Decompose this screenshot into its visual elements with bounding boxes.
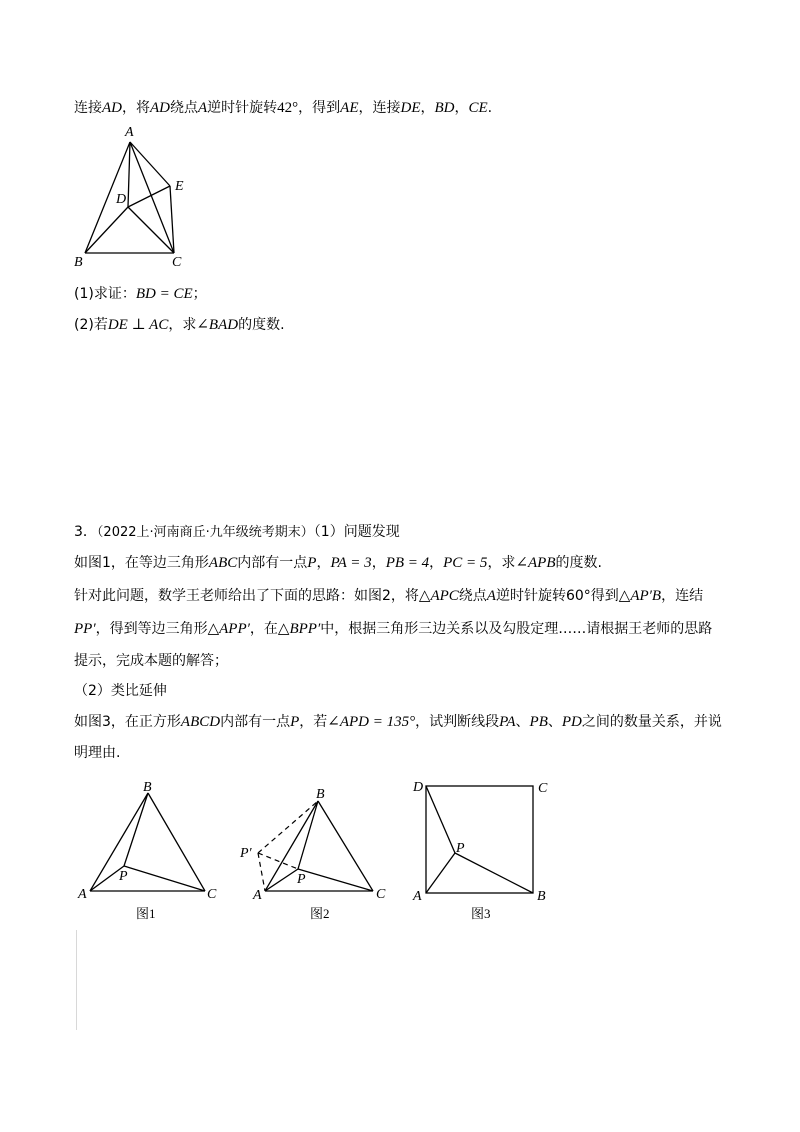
sep: ，: [420, 100, 435, 116]
figure-1: [77, 780, 217, 921]
sep: ，: [371, 555, 386, 571]
sep: ，: [454, 100, 469, 116]
math-a: A: [486, 588, 496, 604]
text: 中，根据三角形三边关系以及勾股定理……请根据王老师的思路: [320, 621, 713, 637]
caption: 图2: [310, 906, 330, 921]
math-ce: CE: [468, 100, 488, 116]
math-ae: AE: [340, 100, 359, 116]
label-b: B: [537, 889, 546, 904]
math-angle: ∠APD = 135°: [327, 714, 416, 730]
math-bd: BD: [434, 100, 455, 116]
math-p: P: [290, 714, 300, 730]
caption: 图1: [136, 906, 156, 921]
text: 的度数.: [555, 555, 602, 571]
text: ，求: [168, 317, 197, 333]
label-b: B: [74, 255, 83, 270]
label-p: P: [119, 869, 128, 884]
label-c: C: [538, 781, 548, 796]
sep: ，: [316, 555, 331, 571]
text: 连接: [74, 100, 102, 116]
problem-source: （2022上·河南商丘·九年级统考期末）: [96, 525, 314, 540]
text: ，求: [487, 555, 516, 571]
label-c: C: [376, 887, 386, 902]
sep: 、: [515, 714, 530, 730]
label-d: D: [116, 192, 127, 207]
text: ，将: [122, 100, 150, 116]
text: ，得到: [298, 100, 341, 116]
text: 如图3，在正方形: [74, 714, 181, 730]
label-b: B: [143, 780, 152, 795]
margin-rule: [76, 930, 77, 1030]
label-d: D: [413, 780, 424, 795]
math-expr: BD = CE: [135, 286, 193, 302]
math-triangle: △BPP′: [277, 621, 321, 637]
label-a: A: [253, 888, 262, 903]
caption: 图3: [471, 906, 491, 921]
math-apb: ∠APB: [515, 555, 556, 571]
math-ad: AD: [102, 100, 122, 116]
math-triangle: △AP′B: [618, 588, 662, 604]
label-a: A: [125, 125, 134, 140]
math-abc: ABC: [208, 555, 238, 571]
math-triangle: △APC: [418, 588, 459, 604]
text: 绕点: [170, 100, 198, 116]
label-p-prime: P′: [240, 846, 252, 861]
text: ，试判断线段: [415, 714, 500, 730]
math-abcd: ABCD: [180, 714, 221, 730]
label-p: P: [297, 872, 306, 887]
label-c: C: [172, 255, 182, 270]
problem3-line4: 提示，完成本题的解答；: [74, 653, 228, 669]
problem3-line6: 明理由.: [74, 745, 121, 761]
label-e: E: [175, 179, 184, 194]
math-pp: PP′: [74, 621, 96, 637]
text: ，得到等边三角形: [95, 621, 208, 637]
math-triangle: △APP′: [207, 621, 250, 637]
label-a: A: [413, 889, 422, 904]
math-pa: PA = 3: [330, 555, 372, 571]
text: 针对此问题，数学王老师给出了下面的思路：如图2，将: [74, 588, 419, 604]
text: ，连接: [358, 100, 401, 116]
math-de: DE: [400, 100, 421, 116]
text: 逆时针旋转60°得到: [495, 588, 619, 604]
problem-number: 3．: [74, 524, 97, 540]
text: 如图1，在等边三角形: [74, 555, 209, 571]
math-pd: PD: [561, 714, 582, 730]
label-a: A: [78, 887, 87, 902]
figure-2: [239, 787, 386, 921]
problem3-part2: （2）类比延伸: [74, 683, 167, 699]
math-expr: DE ⊥ AC: [107, 317, 169, 333]
label-b: B: [316, 787, 325, 802]
math-angle: ∠BAD: [196, 317, 239, 333]
text: ，在: [249, 621, 278, 637]
text: 的度数.: [238, 317, 285, 333]
text: 内部有一点: [220, 714, 291, 730]
math-pb: PB = 4: [385, 555, 430, 571]
text: .: [487, 100, 493, 116]
question-label: (1)求证：: [74, 286, 136, 302]
part-title: （1）问题发现: [313, 524, 400, 540]
text: ，若: [299, 714, 328, 730]
label-c: C: [207, 887, 217, 902]
text: 逆时针旋转: [207, 100, 278, 116]
text: 内部有一点: [237, 555, 308, 571]
sep: ，: [429, 555, 444, 571]
question-label: (2)若: [74, 317, 108, 333]
text: 之间的数量关系，并说: [581, 714, 722, 730]
math-a: A: [198, 100, 208, 116]
math-ad: AD: [150, 100, 170, 116]
text: 绕点: [458, 588, 487, 604]
math-pa: PA: [499, 714, 516, 730]
sep: 、: [547, 714, 562, 730]
text: ，连结: [661, 588, 704, 604]
math-pb: PB: [529, 714, 548, 730]
math-pc: PC = 5: [443, 555, 488, 571]
math-p: P: [307, 555, 317, 571]
figure-3: [412, 780, 548, 921]
angle-42: 42°: [277, 100, 299, 116]
label-p: P: [456, 841, 465, 856]
text: ；: [192, 286, 207, 302]
